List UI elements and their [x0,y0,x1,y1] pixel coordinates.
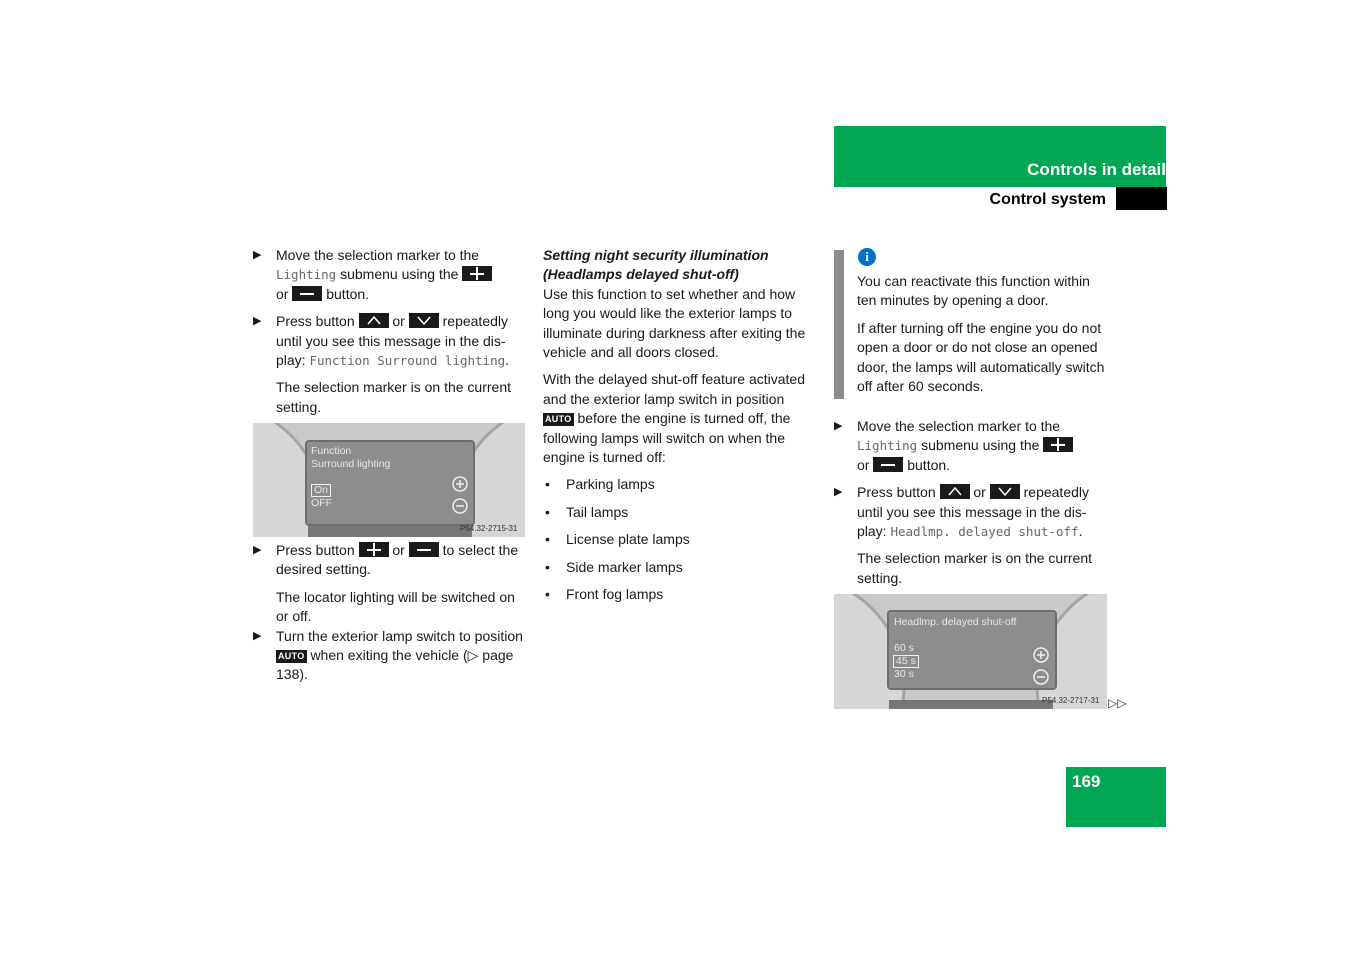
column-middle [543,246,815,613]
step-press-button: ▶ Press button or repeatedly until you see this message in the dis-play: Headlmp. delayed shut-off. [834,484,1090,540]
minus-button-icon [873,457,903,472]
minus-button-icon [409,542,439,557]
figure-code: P54.32-2715-31 [460,524,518,533]
display-text: Function Surround lighting [309,353,506,369]
page-number: 169 [1072,772,1101,791]
step-arrow-icon: ▶ [834,420,843,432]
up-button-icon [940,484,970,499]
plus-minus-icons [450,475,470,517]
step-press-button: ▶ Press button or repeatedly until you see this message in the dis-play: Function Surround lighting. [253,313,510,369]
step-arrow-icon: ▶ [253,249,262,261]
list-item: • Side marker lamps [545,558,683,575]
display-text: Lighting [857,438,918,454]
step-arrow-icon: ▶ [253,629,262,642]
column-right [834,417,1109,588]
section-marker [1116,187,1167,210]
step-move-marker: ▶ Move the selection marker to the Lighting submenu using the or button. [253,246,525,304]
figure-code: P54.32-2717-31 [1042,696,1100,705]
list-item: • License plate lamps [545,531,690,548]
paragraph: With the delayed shut-off feature activated and the exterior lamp switch in position AUTO before the engine is turned off, the following lamps will switch on when the engine is turned off: [543,371,806,466]
info-box [857,272,1109,396]
continue-arrows-icon: ▷▷ [1108,696,1127,710]
list-item: • Tail lamps [545,503,629,520]
paragraph: Use this function to set whether and how long you would like the exterior lamps to illuminate during darkness after exiting the vehicle and all doors closed. [543,285,806,361]
step-select-setting: ▶ Press button or to select the desired setting. [253,542,519,578]
auto-switch-icon: AUTO [278,651,305,662]
minus-button-icon [292,286,322,301]
display-photo-headlamp-delay: Headlmp. delayed shut-off 60 s 45 s 30 s P54.32-2717-31 [834,594,1107,709]
step-note: The selection marker is on the current setting. [857,550,1092,586]
down-button-icon [990,484,1020,499]
display-text: Lighting [276,267,337,283]
section-title: Control system [989,191,1106,208]
section-heading: Setting night security illumination (Headlamps delayed shut-off) [543,247,769,283]
step-turn-switch: ▶ Turn the exterior lamp switch to position AUTO when exiting the vehicle (▷ page 138). [253,627,523,683]
column-left [253,246,525,417]
display-text: Headlmp. delayed shut-off [890,524,1079,540]
info-text: If after turning off the engine you do not open a door or do not close an opened door, the lamps will automatically switch off after 60 seconds. [857,319,1105,395]
info-text: You can reactivate this function within ten minutes by opening a door. [857,273,1090,309]
info-icon: i [858,248,876,266]
column-left-lower [253,541,525,693]
selected-option: 45 s [893,655,919,668]
display-photo-surround-lighting: Function Surround lighting On OFF P54.32-2715-31 [253,423,525,537]
step-arrow-icon: ▶ [253,315,262,328]
step-move-marker: ▶ Move the selection marker to the Lighting submenu using the or button. [834,417,1109,475]
step-arrow-icon: ▶ [253,544,262,556]
selected-option: On [311,484,331,497]
list-item: • Parking lamps [545,476,655,493]
plus-button-icon [359,542,389,557]
plus-button-icon [1043,437,1073,452]
chapter-title: Controls in detail [1027,160,1166,179]
step-note: The locator lighting will be switched on or off. [276,588,515,625]
step-arrow-icon: ▶ [834,486,843,499]
list-item: • Front fog lamps [545,586,664,603]
down-button-icon [409,313,439,328]
up-button-icon [359,313,389,328]
step-note: The selection marker is on the current setting. [276,379,511,415]
plus-button-icon [462,266,492,281]
auto-switch-icon: AUTO [545,414,572,425]
plus-minus-icons [1031,646,1051,688]
info-sidebar [834,250,844,399]
